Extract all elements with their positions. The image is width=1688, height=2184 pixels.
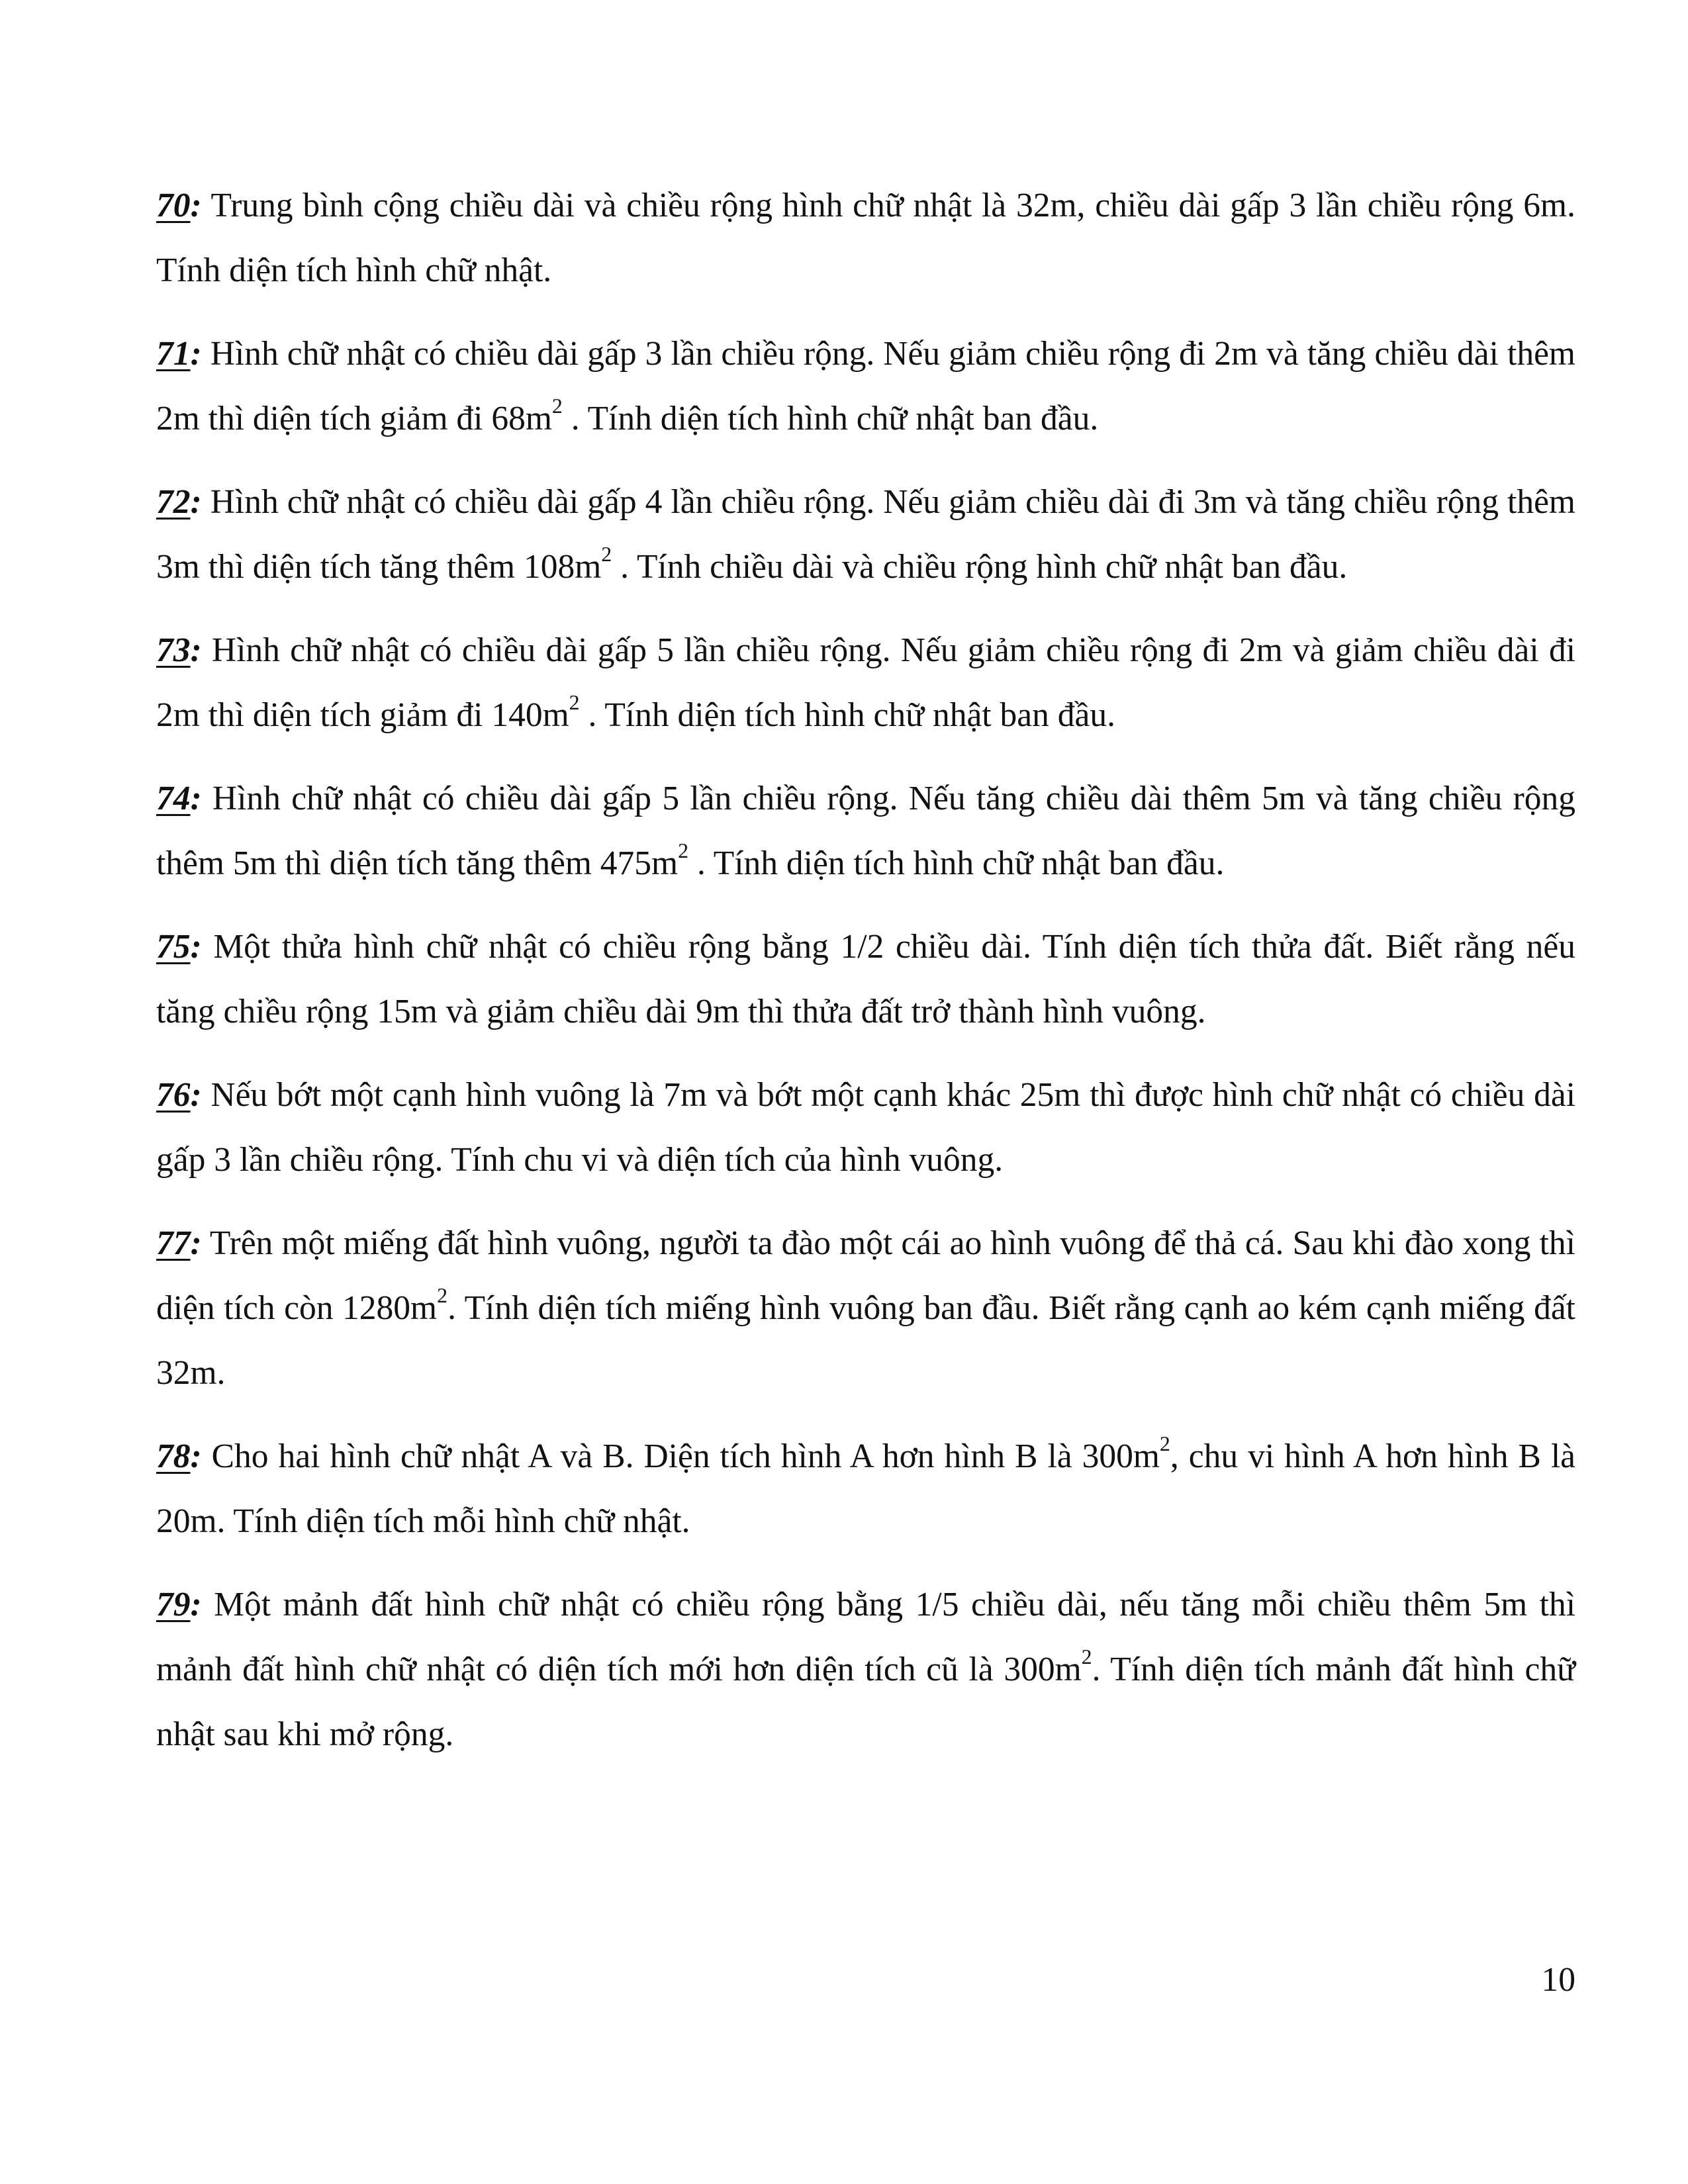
problem-text: Hình chữ nhật có chiều dài gấp 5 lần chiều rộng. Nếu giảm chiều rộng đi 2m và giảm chiều dài đi 2m thì diện tích giảm đi 140m (156, 631, 1576, 734)
problem-79 (156, 1572, 1575, 1767)
problem-colon: : (190, 928, 202, 966)
problem-78 (156, 1424, 1575, 1554)
problem-colon: : (190, 631, 202, 669)
problem-number: 70 (156, 187, 191, 224)
problem-77 (156, 1211, 1575, 1406)
problem-76 (156, 1063, 1575, 1193)
problem-number: 71 (156, 335, 191, 373)
superscript: 2 (569, 691, 580, 715)
superscript: 2 (1081, 1645, 1092, 1669)
problem-text: . Tính diện tích hình chữ nhật ban đầu. (688, 844, 1225, 882)
problem-colon: : (190, 780, 202, 817)
problem-colon: : (190, 483, 202, 521)
problem-colon: : (190, 187, 202, 224)
problem-text: . Tính diện tích mảnh đất hình chữ nhật sau khi mở rộng. (156, 1651, 1575, 1753)
problem-number: 72 (156, 483, 191, 521)
page-number: 10 (1541, 1961, 1575, 1999)
problem-text: Trên một miếng đất hình vuông, người ta đào một cái ao hình vuông để thả cá. Sau khi đào xong thì diện tích còn 1280m (156, 1224, 1575, 1327)
problem-text: . Tính diện tích miếng hình vuông ban đầu. Biết rằng cạnh ao kém cạnh miếng đất 32m. (156, 1289, 1575, 1392)
problem-colon: : (190, 335, 202, 373)
problem-number: 73 (156, 631, 191, 669)
problem-text: . Tính diện tích hình chữ nhật ban đầu. (579, 696, 1115, 734)
problem-text: Một mảnh đất hình chữ nhật có chiều rộng bằng 1/5 chiều dài, nếu tăng mỗi chiều thêm 5m thì mảnh đất hình chữ nhật có diện tích mới hơn diện tích cũ là 300m (156, 1586, 1576, 1688)
problem-list (156, 173, 1575, 1786)
problem-text: Nếu bớt một cạnh hình vuông là 7m và bớt một cạnh khác 25m thì được hình chữ nhật có chiều dài gấp 3 lần chiều rộng. Tính chu vi và diện tích của hình vuông. (156, 1076, 1575, 1179)
superscript: 2 (678, 839, 689, 863)
superscript: 2 (1159, 1432, 1170, 1456)
problem-75 (156, 915, 1575, 1044)
problem-70 (156, 173, 1575, 303)
problem-text: Trung bình cộng chiều dài và chiều rộng hình chữ nhật là 32m, chiều dài gấp 3 lần chiều rộng 6m. Tính diện tích hình chữ nhật. (156, 187, 1575, 289)
problem-number: 76 (156, 1076, 191, 1114)
problem-text: Hình chữ nhật có chiều dài gấp 5 lần chiều rộng. Nếu tăng chiều dài thêm 5m và tăng chiều rộng thêm 5m thì diện tích tăng thêm 475m (156, 780, 1576, 882)
problem-71 (156, 322, 1575, 451)
superscript: 2 (551, 394, 563, 418)
problem-text: Hình chữ nhật có chiều dài gấp 3 lần chiều rộng. Nếu giảm chiều rộng đi 2m và tăng chiều dài thêm 2m thì diện tích giảm đi 68m (156, 335, 1575, 437)
problem-text: . Tính diện tích hình chữ nhật ban đầu. (562, 400, 1099, 437)
problem-number: 74 (156, 780, 191, 817)
problem-number: 75 (156, 928, 191, 966)
problem-colon: : (190, 1586, 202, 1623)
problem-text: Một thửa hình chữ nhật có chiều rộng bằng 1/2 chiều dài. Tính diện tích thửa đất. Biết rằng nếu tăng chiều rộng 15m và giảm chiều dài 9m thì thửa đất trở thành hình vuông. (156, 928, 1576, 1030)
problem-colon: : (190, 1224, 202, 1262)
problem-number: 77 (156, 1224, 191, 1262)
problem-text: . Tính chiều dài và chiều rộng hình chữ nhật ban đầu. (612, 548, 1348, 586)
superscript: 2 (437, 1284, 448, 1308)
problem-72 (156, 470, 1575, 600)
problem-number: 79 (156, 1586, 191, 1623)
problem-colon: : (190, 1437, 202, 1475)
problem-74 (156, 766, 1575, 896)
problem-73 (156, 618, 1575, 748)
problem-text: Hình chữ nhật có chiều dài gấp 4 lần chiều rộng. Nếu giảm chiều dài đi 3m và tăng chiều rộng thêm 3m thì diện tích tăng thêm 108m (156, 483, 1575, 586)
problem-text: Cho hai hình chữ nhật A và B. Diện tích hình A hơn hình B là 300m (211, 1437, 1160, 1475)
problem-text: , chu vi hình A hơn hình B là 20m. Tính diện tích mỗi hình chữ nhật. (156, 1437, 1576, 1540)
problem-number: 78 (156, 1437, 191, 1475)
superscript: 2 (601, 543, 612, 567)
problem-colon: : (190, 1076, 202, 1114)
